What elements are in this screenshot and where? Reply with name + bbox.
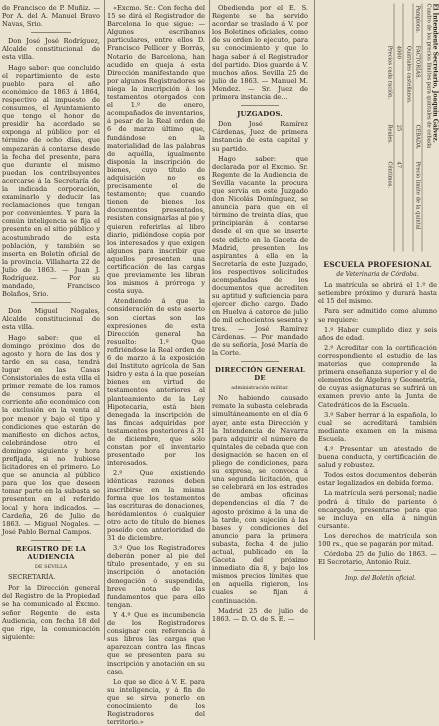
paragraph: Hago saber: que el domingo próximo dos de agosto y hora de las dos y tarde en su casa, tendrá lugar en las Casas Consistoriales de esta villa el primer remate de los ramos de consumos para el corriente año económico con la exclusión en la venta al por menor y bajo el tipo y condiciones que estarán de manifiesto en dichos actos, celebrándose otro el domingo siguiente y hora prefijada, si no hubiese licitadores en el primero. Lo que se anuncia al público para que los que deseen tomar parte en la subasta se presenten en el referido local y hora indicados. — Cardeña, 26 de Julio de 1863. — Miguel Nogales. — José Pablo Bernal Campos. <box>2 333 100 536</box>
paragraph: 2.º Que existiendo idénticas razones deben inscribirse en la misma forma que los testamentos las escrituras de donaciones, herédamientos ó cualquier otro acto de título de bienes poseído con anterioridad de 31 de diciembre. <box>107 469 205 543</box>
table-row <box>403 4 412 252</box>
table-cell <box>403 160 412 252</box>
paragraph: 3.º Que los Registradores deberán poner al pie del título presentado, y en su inscripción ó anotación denegación ó suspendida, breve nota de las fundamentos que para ello tengan. <box>107 544 205 609</box>
column-4 <box>318 4 437 640</box>
price-grid <box>385 4 423 252</box>
paragraph: Por la Dirección general del Registro de la Propiedad se ha comunicado al Excmo. señor Regente de esta Audiencia, con fecha 18 del que rige, la comunicación siguiente: <box>2 584 100 641</box>
paragraph: Lo que se dice á V. E. para su inteligencia, y á fin de que se sirva ponerlo en conocimiento de los Registradores del territorio.» <box>107 677 205 726</box>
column-1 <box>2 4 100 640</box>
paragraph: 3.º Saber herrar á la española, lo cual se acreditará también mediante examen en la misma Escuela. <box>318 410 437 443</box>
column-rule <box>209 0 210 640</box>
section-heading: JUZGADOS. <box>237 110 283 119</box>
table-cell: Precios cada ración. <box>385 44 394 123</box>
paragraph: 1.º Haber cumplido diez y seis años de edad. <box>318 325 437 342</box>
paragraph: La matrícula será personal; nadie podrá á título de pariente ó encargado, presentarse para que se incluya en ella á ningún cursante. <box>318 489 437 530</box>
price-table <box>319 4 438 252</box>
table-cell: 47 <box>394 160 403 252</box>
paragraph: de Francisco de P. Muñiz. — Por A. del A. Manuel Bravo Navas, Srio. <box>2 4 100 29</box>
table-cell <box>403 4 412 44</box>
divider <box>31 540 70 541</box>
paragraph: No habiendo causado remate la subasta celebrada simultáneamente en el día 6 ayer, ante esta Dirección y la Intendencia de Navarra para adquirir el número de quintales de cebada que con designación se hacen en el pliego de condiciones, para su expresa, se convoca á una segunda licitación, que se celebrará en los estrados de ambas oficinas dependencias el día 7 de agosto próximo á la una de la tarde, con sujeción á las bases y condiciones del anuncio para la primera subasta, fecha 4 de julio actual, publicado en la Gaceta del próximo inmediato día 8, y bajo los mismos precios límites que en aquella rigieron, los cuales se fijan á continuación. <box>212 394 308 605</box>
table-cell <box>403 123 412 160</box>
section-subheading: administración militar. <box>231 385 289 392</box>
paragraph: Don José Ramírez Cárdenas, Juez de primera instancia de esta capital y su partido. <box>212 120 308 153</box>
divider <box>31 32 70 33</box>
paragraph: Y 4.º Que es incumbencia de los Registradores consignar con referencia á sus libros las cargas que aparezcan contra las fincas que se presenten para su inscripción y anotación en su caso. <box>107 610 205 676</box>
section-subheading: de Veterinaria de Córdoba. <box>336 271 419 279</box>
table-cell: Precio limite de la quintal <box>413 160 422 252</box>
paragraph: Hago saber: que concluido el repartimiento de este pueblo para el año económico de 1863 á 1864, respectivo al impuesto de consumos, el Ayuntamiento que tengo el honor de presidir ha acordado se exponga al público por el término de ocho días, que empezarán á contarse desde la fecha del presente, para que durante el mismo puedan los contribuyentes acercarse á la Secretaría de la indicada corporación, examinarlo y deducir las reclamaciones que tengan por convenientes. Y para la común inteligencia se fija el presente en el sitio público y acostumbrado de esta población, y también se inserta en Boletín oficial de la provincia. Villaharta 22 de Julio de 1863. — Juan J. Rodríguez. — Por su mandado, Francisco Bolaños, Srio. <box>2 63 100 299</box>
paragraph: Todos estos documentos deberán estar legalizados en debida forma. <box>318 471 437 488</box>
paragraph: Atendiendo á que la consideración de este aserto son ciertas son las expresiones de esta Dirección general ha resuelto: 1.º Que refiriéndose la Real orden de 6 de marzo á la exposición del Instituto agrícola de San Isidro y esta á la que poseían bienes en virtud de testamentos anteriores al planteamiento de la Ley Hipotecaria, está bien denegada la inscripción de las fincas adquiridas por testamentos posteriores á 31 de diciembre, que sólo constan por el inventario presentado por los interesados. <box>107 297 205 468</box>
divider <box>31 302 70 303</box>
paragraph: «Excmo. Sr.: Con fecha del 15 se dirá el Registrador de Barcelona lo que sigue: — Algunos escribanos particulares, entre ellos D. Francisco Pellicer y Borrás, Notario de Barcelona, han acudido en queja á esta Dirección manifestando que por algunos Registradores se niega la inscripción á los testamentos otorgados con el 1.º de enero, acompañados de inventarios, á pesar de la Real orden de 6 de marzo último que, fundándose en la materialidad de las palabras de aquélla, igualmente disponía la inscripción de bienes, cuyo título de adquisición no es precisamente el de testamento; que cuando tienen de bienes los documentos presentados, resisten consignarlas al pie y quieren referirlas al libro diario, pidiéndose copia por los interesados y que exigen algunos para inscribir que aquellos presenten una certificación de las cargas que previamente les libran los mismos á prórroga y costa suya. <box>107 4 205 296</box>
printer-imprint: Imp. del Boletín oficial. <box>345 575 416 583</box>
table-cell: Reales. <box>385 123 394 160</box>
table-cell: Quintales castellanos. <box>403 44 412 123</box>
paragraph: Hago saber: que declarada por el Excmo. Sr. Regente de la Audiencia de Sevilla vacante la procura que servía en este Juzgado don Nicolás Domínguez, se anuncia para que en el término de treinta días, que principiarán á contarse desde el en que se inserte este edicto en la Gaceta de Madrid, presenten los aspirantes á ella en la Secretaría de este Juzgado, los respectivos solicitudes acompañadas de los documentos que acrediten su aptitud y suficiencia para ejercer dicho cargo. Dado en Huelva á catorce de julio de mil ochocientos sesenta y tres. — José Ramírez Cárdenas. — Por mandado de su señoría, José María de la Corte. <box>212 154 308 357</box>
table-cell <box>385 4 394 44</box>
section-subheading: DE SEVILLA <box>34 564 68 571</box>
rotated-table-area <box>318 4 437 252</box>
table-row <box>385 4 394 252</box>
paragraph: Don José José Rodríguez, Alcalde constitucional de esta villa. <box>2 37 100 62</box>
table-signature: El Intendente Secretario, Joaquín Gálvez. <box>431 3 439 143</box>
paragraph: 2.º Acreditar con la certificación correspondiente el estudio de las materias que comprende la primera enseñanza superior y el de elementos de Álgebra y Geometría, de cuyas asignaturas se sufrirá un examen previo ante la Junta de Catedráticos de la Escuela. <box>318 343 437 409</box>
table-cell: 25 <box>394 123 403 160</box>
divider <box>241 361 279 362</box>
paragraph: La matrícula se abrirá el 1.º de setiembre próximo y durará hasta el 15 del mismo. <box>318 281 437 306</box>
table-cell <box>394 4 403 44</box>
section-heading: ESCUELA PROFESIONAL <box>323 260 432 269</box>
paragraph: Don Miguel Nogales, Alcalde constitucional de esta villa. <box>2 307 100 332</box>
paragraph: Córdoba 25 de Julio de 1863. — El Secretario, Antonio Ruiz. <box>318 550 437 567</box>
table-cell: Pamplona. <box>413 4 422 44</box>
table-cell: Céntimos. <box>385 160 394 252</box>
paragraph: Obedienda por el E. S. Regente se ha servido acordar se traslado á V. por los Boletines oficiales, como de su orden lo ejecuto, para su conocimiento y que lo haga saber á el Registrador del partido. Dios guarde á V. muchos años. Sevilla 25 de julio de 1863. — Manuel M. Mendez. — Sr. Juez de primera instancia de... <box>212 4 308 102</box>
section-heading: DIRECCIÓN GENERAL DE <box>215 365 305 383</box>
table-cell: 4000 <box>394 44 403 123</box>
table-cell: CEBADA. <box>413 123 422 160</box>
table-row <box>413 4 422 252</box>
column-2 <box>107 4 205 726</box>
column-rule <box>104 0 105 640</box>
school-notice <box>318 258 437 585</box>
section-label: SECRETARÍA. <box>8 573 56 582</box>
table-row <box>394 4 403 252</box>
column-rule <box>314 0 315 640</box>
section-heading: REGISTRO DE LA AUDIENCIA <box>15 544 86 561</box>
paragraph: 4.º Presentar un atestado de buena conducta, y certificación de salud y robustez. <box>318 444 437 470</box>
paragraph: Para ser admitido como alumno se requiere: <box>318 307 437 324</box>
table-title: Cuadro de los precios límites para quintales de cebada <box>425 3 432 149</box>
table-cell: FACTORÍAS. <box>413 44 422 123</box>
divider <box>354 570 402 571</box>
paragraph: Madrid 25 de julio de 1863. — D. O. de S. E. — <box>212 606 308 623</box>
paragraph: Los derechos de matrícula son 100 rs., que se pagarán por mitad. <box>318 531 437 548</box>
divider <box>241 105 279 106</box>
column-3 <box>212 4 308 640</box>
